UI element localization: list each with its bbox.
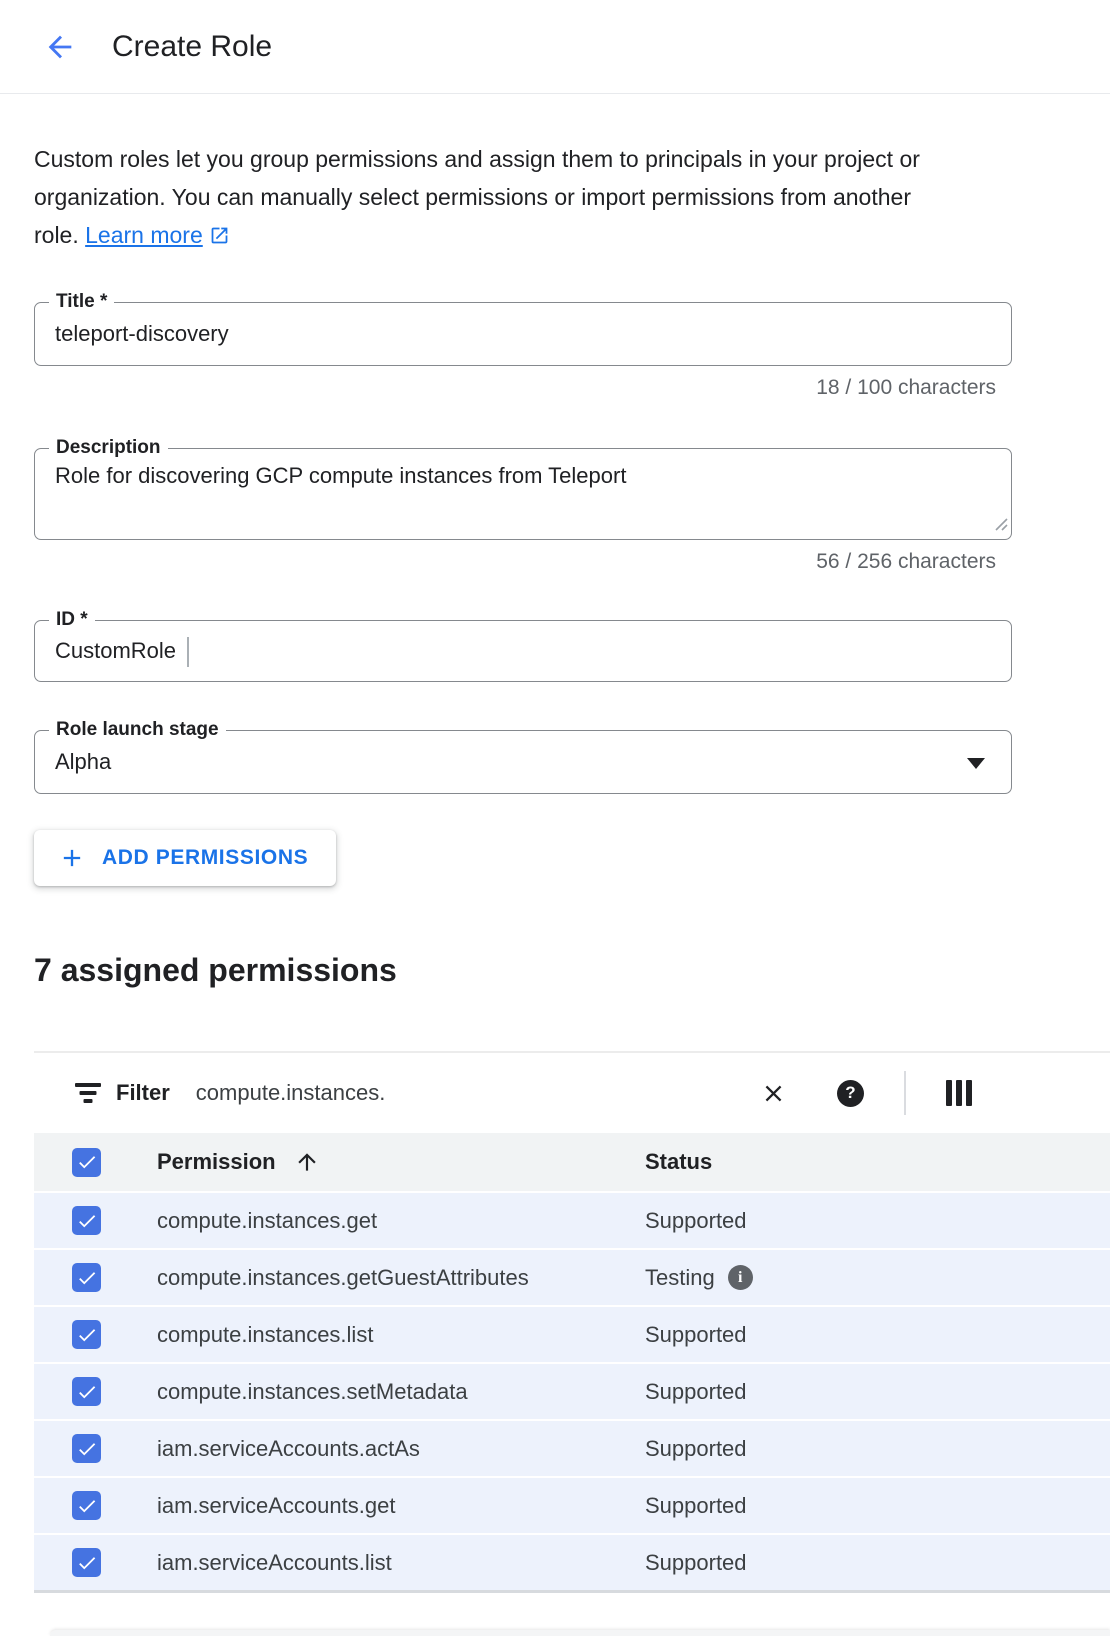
main-content bbox=[0, 140, 1110, 1593]
permission-cell: compute.instances.list bbox=[157, 1321, 374, 1347]
permission-cell: iam.serviceAccounts.get bbox=[157, 1492, 396, 1518]
row-checkbox[interactable] bbox=[72, 1491, 101, 1520]
description-field-label: Description bbox=[49, 436, 168, 460]
row-checkbox[interactable] bbox=[72, 1206, 101, 1235]
select-all-checkbox[interactable] bbox=[72, 1148, 101, 1177]
filter-icon bbox=[75, 1083, 101, 1103]
intro-paragraph bbox=[34, 140, 1019, 257]
status-cell bbox=[645, 1550, 1110, 1576]
permissions-panel bbox=[34, 1051, 1110, 1593]
id-field-label: ID * bbox=[49, 608, 95, 632]
title-field-label: Title * bbox=[49, 290, 114, 314]
permission-cell: compute.instances.setMetadata bbox=[157, 1378, 468, 1404]
status-label: Supported bbox=[645, 1435, 747, 1461]
title-field-group bbox=[34, 291, 1012, 402]
id-field[interactable] bbox=[34, 609, 1012, 682]
table-row bbox=[34, 1535, 1110, 1590]
info-icon[interactable]: i bbox=[728, 1265, 753, 1290]
intro-line-3: role. Learn more bbox=[34, 216, 1019, 257]
toolbar-divider bbox=[904, 1071, 906, 1115]
row-checkbox[interactable] bbox=[72, 1263, 101, 1292]
launch-stage-field-group bbox=[34, 719, 1012, 794]
intro-line-2: organization. You can manually select permissions or import permissions from another bbox=[34, 184, 911, 210]
status-cell bbox=[645, 1322, 1110, 1348]
status-cell bbox=[645, 1379, 1110, 1405]
permissions-table bbox=[34, 1133, 1110, 1593]
table-row bbox=[34, 1250, 1110, 1305]
status-label: Supported bbox=[645, 1492, 747, 1518]
status-label: Supported bbox=[645, 1321, 747, 1347]
filter-input[interactable] bbox=[196, 1080, 760, 1106]
status-label: Testing bbox=[645, 1264, 715, 1290]
permission-cell: compute.instances.get bbox=[157, 1207, 378, 1233]
text-caret bbox=[187, 637, 189, 667]
assigned-permissions-heading: 7 assigned permissions bbox=[34, 952, 397, 988]
status-label: Supported bbox=[645, 1207, 747, 1233]
row-checkbox[interactable] bbox=[72, 1434, 101, 1463]
description-field-group bbox=[34, 437, 1012, 576]
launch-stage-dropdown[interactable] bbox=[34, 719, 1012, 794]
description-field[interactable] bbox=[34, 437, 1012, 540]
status-label: Supported bbox=[645, 1549, 747, 1575]
intro-line-1: Custom roles let you group permissions and assign them to principals in your project or bbox=[34, 146, 920, 172]
row-checkbox[interactable] bbox=[72, 1320, 101, 1349]
status-cell bbox=[645, 1265, 1110, 1291]
description-char-counter: 56 / 256 characters bbox=[816, 550, 996, 573]
back-arrow-icon[interactable] bbox=[40, 27, 80, 67]
permission-cell: iam.serviceAccounts.actAs bbox=[157, 1435, 420, 1461]
dropdown-arrow-icon bbox=[967, 758, 985, 769]
id-input[interactable] bbox=[35, 621, 1011, 681]
column-display-icon[interactable] bbox=[946, 1080, 972, 1106]
id-field-group bbox=[34, 609, 1012, 682]
footer-shadow bbox=[50, 1630, 1110, 1636]
row-checkbox[interactable] bbox=[72, 1377, 101, 1406]
status-label: Supported bbox=[645, 1378, 747, 1404]
table-row bbox=[34, 1307, 1110, 1362]
page-title: Create Role bbox=[112, 29, 273, 63]
help-icon[interactable]: ? bbox=[837, 1080, 864, 1107]
table-row bbox=[34, 1421, 1110, 1476]
filter-label: Filter bbox=[116, 1080, 170, 1105]
resize-handle-icon[interactable] bbox=[995, 518, 1008, 536]
status-column-header: Status bbox=[645, 1149, 713, 1174]
title-char-counter: 18 / 100 characters bbox=[816, 376, 996, 399]
permission-cell: compute.instances.getGuestAttributes bbox=[157, 1264, 529, 1290]
table-row bbox=[34, 1478, 1110, 1533]
learn-more-link[interactable]: Learn more bbox=[85, 222, 203, 248]
add-permissions-label: ADD PERMISSIONS bbox=[102, 846, 309, 869]
permissions-table-body bbox=[34, 1193, 1110, 1590]
permission-column-header[interactable]: Permission bbox=[157, 1149, 645, 1175]
launch-stage-value: Alpha bbox=[55, 749, 112, 774]
sort-ascending-icon[interactable] bbox=[294, 1149, 320, 1175]
launch-stage-label: Role launch stage bbox=[49, 718, 226, 742]
status-cell bbox=[645, 1436, 1110, 1462]
page-header bbox=[0, 0, 1110, 94]
add-permissions-button[interactable] bbox=[34, 830, 336, 886]
row-checkbox[interactable] bbox=[72, 1548, 101, 1577]
clear-filter-icon[interactable] bbox=[760, 1080, 787, 1107]
description-textarea[interactable] bbox=[35, 449, 1011, 539]
title-input[interactable] bbox=[35, 303, 1011, 365]
permission-cell: iam.serviceAccounts.list bbox=[157, 1549, 392, 1575]
table-row bbox=[34, 1193, 1110, 1248]
status-cell bbox=[645, 1208, 1110, 1234]
title-field[interactable] bbox=[34, 291, 1012, 366]
status-cell bbox=[645, 1493, 1110, 1519]
table-row bbox=[34, 1364, 1110, 1419]
filter-toolbar bbox=[34, 1051, 1110, 1133]
table-header-row bbox=[34, 1133, 1110, 1191]
plus-icon bbox=[58, 844, 86, 872]
table-bottom-border bbox=[34, 1590, 1110, 1593]
open-in-new-icon bbox=[209, 219, 230, 257]
